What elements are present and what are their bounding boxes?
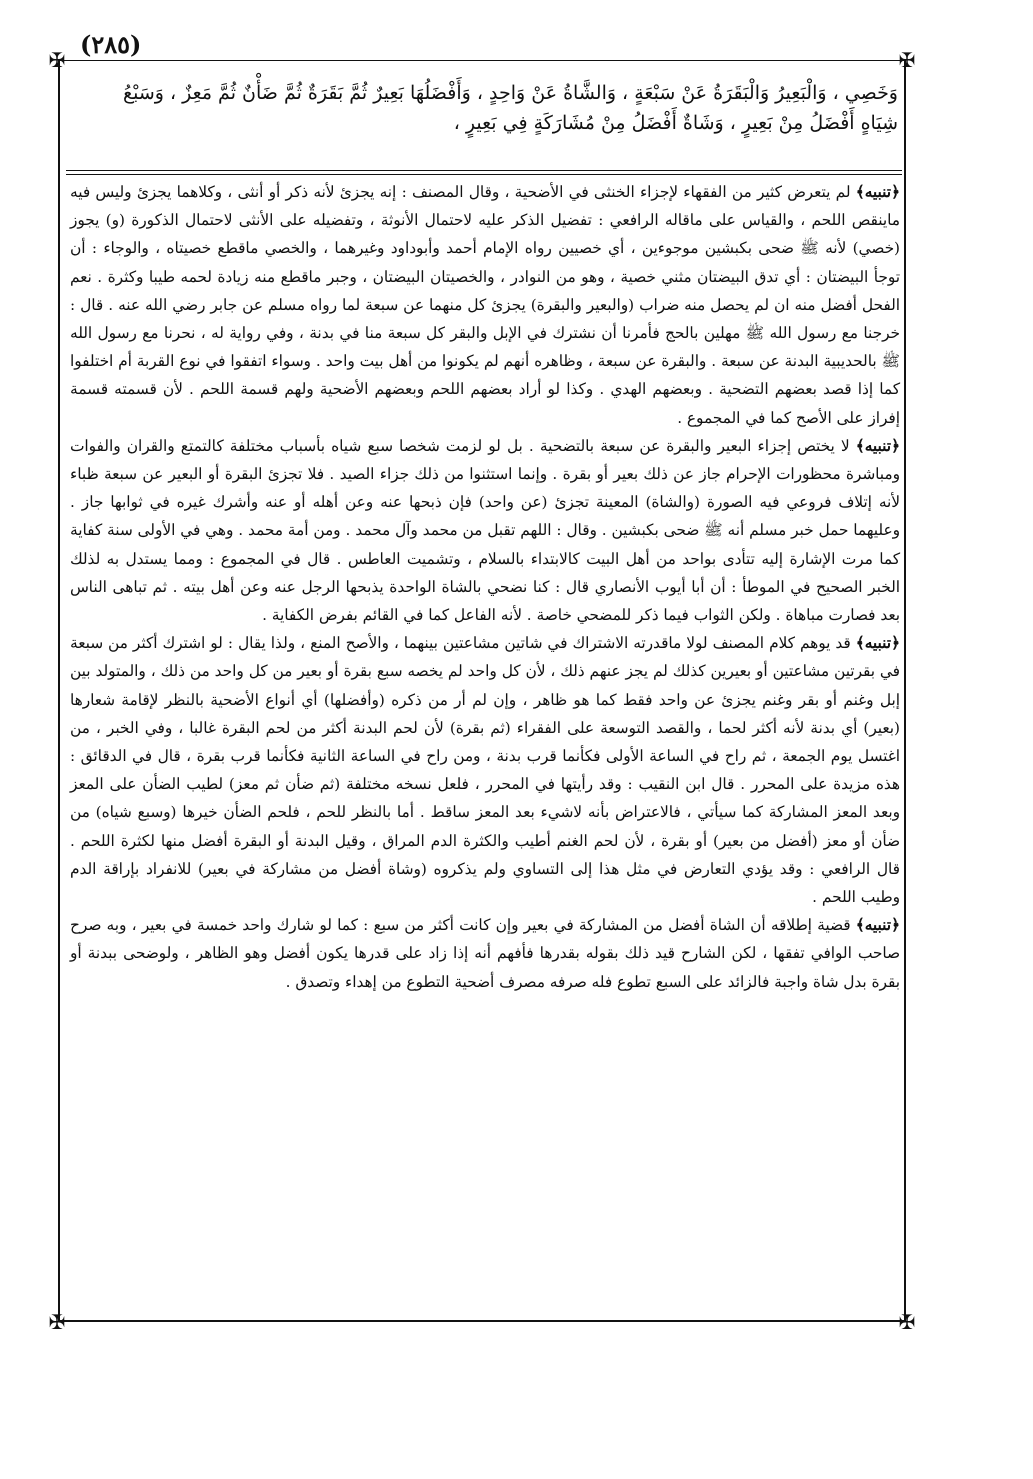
commentary-paragraph xyxy=(70,178,900,432)
corner-ornament-icon: ✠ xyxy=(48,48,66,72)
main-text-line: وَخَصِي ، وَالْبَعِيرُ وَالْبَقَرَةُ عَنْ سَبْعَةٍ ، وَالشَّاةُ عَنْ وَاحِدٍ ، وَأَفْضَلُهَا بَعِيرٌ ثُمَّ بَقَرَةٌ ثُمَّ ضَأْنٌ ثُمَّ مَعِزٌ ، وَسَبْعُ xyxy=(123,82,898,104)
note-text: قد يوهم كلام المصنف لولا ماقدرته الاشتراك في شاتين مشاعتين بينهما ، والأصح المنع ، ولذا يقال : لو اشترك أكثر من سبعة في بقرتين مشاعتين أو بعيرين كذلك لم يجز عنهم ذلك ، لأن كل واحد لم يخصه سبع بقرة أو بعير من كل واحد من ذلك ، والمتولد بين إبل وغنم أو بقر وغنم يجزئ عن واحد فقط كما هو ظاهر ، وإن لم أر من ذكره (وأفضلها) أي أنواع الأضحية بالنظر لإقامة شعارها (بعير) أي بدنة لأنه أكثر لحما ، والقصد التوسعة على الفقراء (ثم بقرة) لأن لحم البدنة أكثر من لحم البقرة غالبا ، وفي الخبر ، من اغتسل يوم الجمعة ، ثم راح في الساعة الأولى فكأنما قرب بدنة ، ومن راح في الساعة الثانية فكأنما قرب بقرة ، قال في الدقائق : هذه مزيدة على المحرر . قال ابن النقيب : وقد رأيتها في المحرر ، فلعل نسخه مختلفة (ثم ضأن ثم معز) لطيب الضأن على المعز وبعد المعز المشاركة كما سيأتي ، فالاعتراض بأنه لاشيء بعد المعز ساقط . أما بالنظر للحم ، فلحم الضأن خيرها (وسبع شياه) من ضأن أو معز (أفضل من بعير) أو بقرة ، لأن لحم الغنم أطيب والكثرة الدم المراق ، وقيل البدنة أو البقرة أفضل منها لكثرة اللحم . قال الرافعي : وقد يؤدي التعارض في مثل هذا إلى التساوي ولم يذكروه (وشاة أفضل من مشاركة في بعير) للانفراد بإراقة الدم وطيب اللحم . xyxy=(70,634,900,907)
note-label: ﴿تنبيه﴾ xyxy=(855,916,900,935)
note-label: ﴿تنبيه﴾ xyxy=(855,183,900,201)
note-text: لا يختص إجزاء البعير والبقرة عن سبعة بالتضحية . بل لو لزمت شخصا سبع شياه بأسباب مختلفة كالتمتع والقران والفوات ومباشرة محظورات الإحرام جاز عن ذلك بعير أو بقرة . وإنما استثنوا من ذلك جزاء الصيد . فلا تجزئ البقرة أو البعير عن سبعة ظباء لأنه إتلاف فروعي فيه الصورة (والشاة) المعينة تجزئ (عن واحد) فإن ذبحها عنه وعن أهله أو عنه وأشرك غيره في ثوابها جاز . وعليهما حمل خبر مسلم أنه ﷺ ضحى بكبشين . وقال : اللهم تقبل من محمد وآل محمد . ومن أمة محمد . وهي في الأولى سنة كفاية كما مرت الإشارة إليه تتأدى بواحد من أهل البيت كالابتداء بالسلام ، وتشميت العاطس . قال في المجموع : ومما يستدل به لذلك الخبر الصحيح في الموطأ : أن أبا أيوب الأنصاري قال : كنا نضحي بالشاة الواحدة يذبحها الرجل عنه وعن أهل بيته . ثم تباهى الناس بعد فصارت مباهاة . ولكن الثواب فيما ذكر للمضحي خاصة . لأنه الفاعل كما في القائم بفرض الكفاية . xyxy=(70,436,900,625)
corner-ornament-icon: ✠ xyxy=(898,1310,916,1334)
commentary-paragraph xyxy=(70,911,900,996)
note-text: لم يتعرض كثير من الفقهاء لإجزاء الخنثى في الأضحية ، وقال المصنف : إنه يجزئ لأنه ذكر أو أنثى ، وكلاهما يجزئ وليس فيه ماينقص اللحم ، والقياس على ماقاله الرافعي : تفضيل الذكر عليه لاحتمال الأنوثة ، وتفضيله على الأنثى لاحتمال الذكورة (و) يجوز (خصي) لأنه ﷺ ضحى بكبشين موجوءين ، أي خصيين رواه الإمام أحمد وأبوداود وغيرهما ، والخصي ماقطع خصيتاه ، والوجاء : أن توجأ البيضتان : أي تدق البيضتان مثني خصية ، وهو من النوادر ، والخصيتان البيضتان ، وجبر ماقطع منه زيادة لحمه طيبا وكثرة . نعم الفحل أفضل منه ان لم يحصل منه ضراب (والبعير والبقرة) يجزئ كل منهما عن سبعة لما رواه مسلم عن جابر رضي الله عنه . قال : خرجنا مع رسول الله ﷺ مهلين بالحج فأمرنا أن نشترك في الإبل والبقر كل سبعة منا في بدنة ، وفي رواية له ، نحرنا مع رسول الله ﷺ بالحديبية البدنة عن سبعة . والبقرة عن سبعة ، وظاهره أنهم لم يكونوا من أهل بيت واحد . وسواء اتفقوا في نوع القربة أم اختلفوا كما إذا قصد بعضهم التضحية . وبعضهم الهدي . وكذا لو أراد بعضهم اللحم وبعضهم الأضحية ولهم قسمة اللحم . لأن قسمته قسمة إفراز على الأصح كما في المجموع . xyxy=(70,183,900,427)
page-number: (٢٨٥) xyxy=(80,30,142,59)
commentary xyxy=(70,178,900,996)
commentary-paragraph xyxy=(70,432,900,629)
main-text-line: شِيَاهٍ أَفْضَلُ مِنْ بَعِيرٍ ، وَشَاةٌ أَفْضَلُ مِنْ مُشَارَكَةٍ فِي بَعِيرٍ ، xyxy=(453,112,898,134)
corner-ornament-icon: ✠ xyxy=(898,48,916,72)
frame-top-border xyxy=(58,60,906,61)
note-text: قضية إطلاقه أن الشاة أفضل من المشاركة في بعير وإن كانت أكثر من سبع : كما لو شارك واحد خمسة في بعير ، وبه صرح صاحب الوافي تفقها ، لكن الشارح قيد ذلك بقوله بقدرها فأفهم أنه إذا زاد على قدرها يكون أفضل وهو الظاهر ، ولوضحى ببدنة أو بقرة بدل شاة واجبة فالزائد على السبع تطوع فله صرفه مصرف أضحية التطوع من إهداء وتصدق . xyxy=(70,916,900,991)
frame-bottom-border xyxy=(58,1320,906,1322)
note-label: ﴿تنبيه﴾ xyxy=(855,634,900,653)
note-label: ﴿تنبيه﴾ xyxy=(855,436,900,455)
frame-right-border xyxy=(904,60,906,1322)
main-text xyxy=(80,78,898,138)
frame-left-border xyxy=(58,60,60,1322)
section-divider xyxy=(66,170,902,175)
commentary-paragraph xyxy=(70,629,900,911)
corner-ornament-icon: ✠ xyxy=(48,1310,66,1334)
